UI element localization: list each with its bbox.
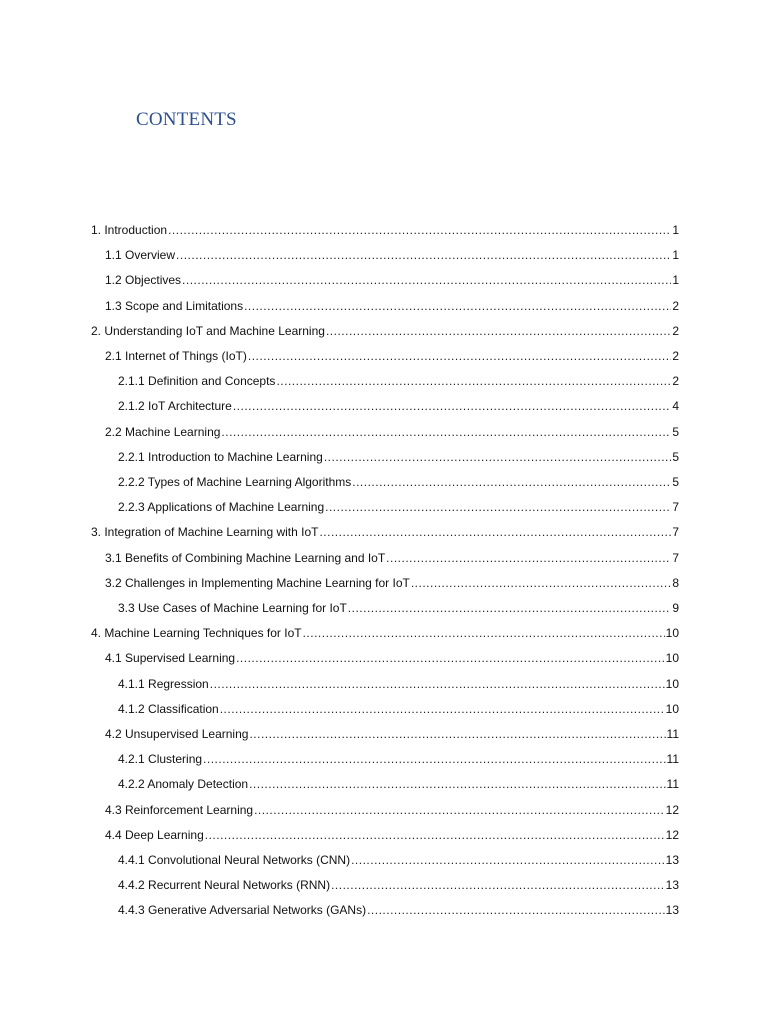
toc-entry-title: 4. Machine Learning Techniques for IoT: [91, 626, 302, 641]
toc-page-number: 1: [672, 248, 679, 263]
toc-dot-leader: [244, 296, 671, 316]
toc-dot-leader: [210, 674, 665, 694]
toc-entry-title: 4.4.1 Convolutional Neural Networks (CNN): [118, 853, 351, 867]
toc-entry[interactable]: [118, 396, 679, 416]
toc-page-number: 11: [666, 727, 679, 741]
toc-page-number: 8: [672, 575, 679, 590]
toc-entry[interactable]: [105, 245, 679, 265]
toc-entry-title: 2.2 Machine Learning: [105, 424, 221, 439]
toc-dot-leader: [221, 422, 671, 442]
toc-page-number: 10: [665, 651, 679, 666]
toc-entry-title: 2.1.2 IoT Architecture: [118, 399, 232, 414]
toc-entry[interactable]: [105, 648, 679, 668]
toc-entry-title: 4.4 Deep Learning: [105, 827, 204, 842]
toc-entry[interactable]: [105, 724, 679, 744]
toc-dot-leader: [331, 875, 665, 895]
toc-dot-leader: [248, 346, 671, 366]
toc-entry-title: 3.1 Benefits of Combining Machine Learning and IoT: [105, 550, 386, 565]
toc-page-number: 10: [665, 701, 679, 716]
toc-page-number: 1: [672, 223, 679, 237]
toc-entry[interactable]: [105, 800, 679, 820]
toc-entry-title: 2.2.2 Types of Machine Learning Algorithms: [118, 475, 352, 489]
toc-page-number: 10: [665, 676, 679, 691]
toc-page-number: 7: [672, 500, 679, 515]
toc-entry-title: 4.3 Reinforcement Learning: [105, 802, 254, 817]
toc-dot-leader: [254, 800, 665, 820]
toc-page-number: 13: [665, 903, 679, 918]
toc-dot-leader: [319, 522, 671, 542]
toc-entry[interactable]: [118, 497, 679, 517]
toc-dot-leader: [233, 396, 671, 416]
toc-page-number: 5: [672, 475, 679, 489]
toc-dot-leader: [276, 371, 671, 391]
toc-dot-leader: [249, 724, 665, 744]
toc-entry[interactable]: [118, 472, 679, 492]
toc-page-number: 2: [672, 298, 679, 313]
toc-entry-title: 2.2.3 Applications of Machine Learning: [118, 500, 325, 515]
toc-page-number: 2: [672, 323, 679, 338]
toc-page-number: 13: [665, 878, 679, 893]
toc-entry[interactable]: [105, 548, 679, 568]
toc-dot-leader: [205, 825, 665, 845]
toc-dot-leader: [324, 447, 672, 467]
toc-entry[interactable]: [118, 875, 679, 895]
toc-entry[interactable]: [118, 774, 679, 794]
toc-dot-leader: [236, 648, 665, 668]
toc-dot-leader: [182, 270, 671, 290]
toc-entry-title: 3. Integration of Machine Learning with IoT: [91, 525, 319, 540]
toc-page-number: 4: [672, 399, 679, 414]
toc-entry-title: 4.2.2 Anomaly Detection: [118, 777, 249, 792]
toc-entry-title: 3.2 Challenges in Implementing Machine Learning for IoT: [105, 575, 410, 590]
toc-page-number: 12: [665, 802, 679, 817]
toc-entry[interactable]: [118, 749, 679, 769]
toc-entry[interactable]: [118, 900, 679, 920]
toc-page-number: 12: [665, 827, 679, 842]
toc-entry[interactable]: [91, 522, 679, 542]
toc-dot-leader: [168, 220, 671, 240]
toc-entry-title: 4.1.2 Classification: [118, 701, 219, 716]
toc-entry[interactable]: [105, 825, 679, 845]
toc-entry-title: 4.1 Supervised Learning: [105, 651, 236, 666]
toc-page-number: 2: [672, 349, 679, 363]
toc-page-number: 9: [672, 601, 679, 615]
toc-dot-leader: [352, 472, 671, 492]
toc-entry-title: 2. Understanding IoT and Machine Learning: [91, 323, 325, 338]
toc-dot-leader: [249, 774, 665, 794]
toc-page-number: 11: [666, 777, 679, 792]
toc-dot-leader: [303, 623, 665, 643]
toc-entry-title: 1. Introduction: [91, 223, 168, 237]
toc-entry[interactable]: [91, 220, 679, 240]
toc-entry[interactable]: [118, 371, 679, 391]
toc-entry-title: 4.2.1 Clustering: [118, 752, 203, 767]
toc-entry[interactable]: [105, 422, 679, 442]
toc-entry[interactable]: [105, 573, 679, 593]
toc-entry-title: 2.1 Internet of Things (IoT): [105, 349, 247, 363]
toc-dot-leader: [203, 749, 665, 769]
toc-entry-title: 4.4.3 Generative Adversarial Networks (GANs): [118, 903, 367, 918]
toc-dot-leader: [351, 850, 665, 870]
toc-dot-leader: [176, 245, 671, 265]
toc-entry[interactable]: [118, 674, 679, 694]
toc-entry[interactable]: [118, 699, 679, 719]
toc-entry-title: 1.3 Scope and Limitations: [105, 298, 244, 313]
toc-entry-title: 2.2.1 Introduction to Machine Learning: [118, 449, 323, 464]
toc-dot-leader: [348, 598, 672, 618]
toc-page-number: 5: [672, 424, 679, 439]
toc-entry[interactable]: [91, 321, 679, 341]
toc-entry[interactable]: [118, 447, 679, 467]
toc-dot-leader: [326, 321, 671, 341]
toc-entry[interactable]: [118, 598, 679, 618]
toc-dot-leader: [367, 900, 665, 920]
toc-entry[interactable]: [91, 623, 679, 643]
toc-entry-title: 4.1.1 Regression: [118, 676, 209, 691]
toc-dot-leader: [386, 548, 671, 568]
toc-entry-title: 2.1.1 Definition and Concepts: [118, 374, 276, 389]
toc-entry-title: 4.2 Unsupervised Learning: [105, 727, 249, 741]
toc-page-number: 13: [665, 853, 679, 867]
toc-dot-leader: [325, 497, 671, 517]
page-title: CONTENTS: [136, 109, 237, 130]
toc-entry[interactable]: [105, 296, 679, 316]
toc-page-number: 7: [672, 525, 679, 540]
toc-entry-title: 1.1 Overview: [105, 248, 176, 263]
toc-entry[interactable]: [118, 850, 679, 870]
toc-entry-title: 1.2 Objectives: [105, 273, 182, 288]
toc-page-number: 11: [666, 752, 679, 767]
toc-page-number: 1: [672, 273, 679, 288]
toc-page-number: 7: [672, 550, 679, 565]
toc-page-number: 5: [672, 449, 679, 464]
toc-entry-title: 3.3 Use Cases of Machine Learning for IoT: [118, 601, 347, 615]
toc-entry-title: 4.4.2 Recurrent Neural Networks (RNN): [118, 878, 331, 893]
toc-entry[interactable]: [105, 270, 679, 290]
toc-entry[interactable]: [105, 346, 679, 366]
toc-page-number: 2: [672, 374, 679, 389]
toc-page-number: 10: [665, 626, 679, 641]
toc-dot-leader: [411, 573, 671, 593]
toc-dot-leader: [220, 699, 665, 719]
